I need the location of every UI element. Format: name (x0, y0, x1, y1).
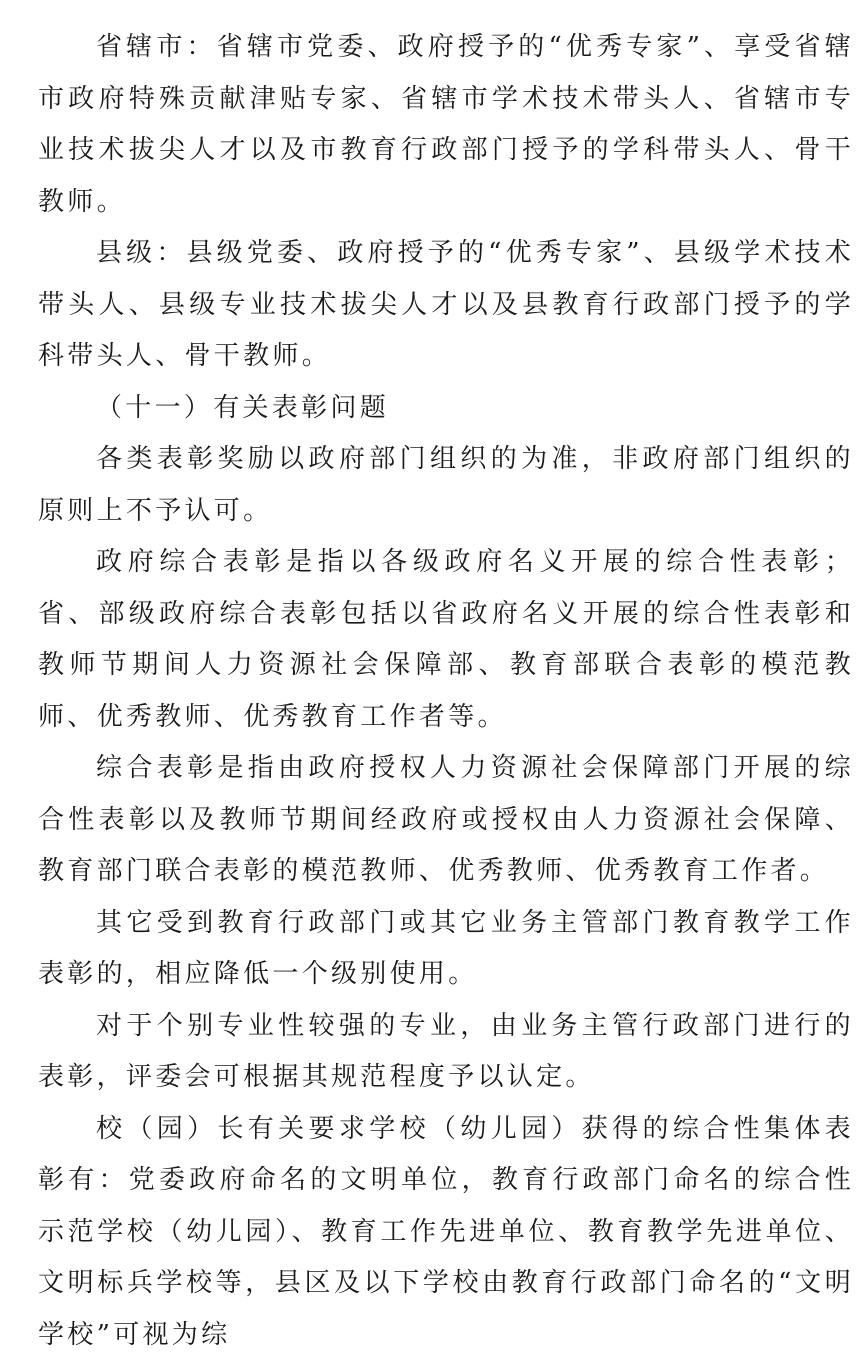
paragraph-government-commendation: 政府综合表彰是指以各级政府名义开展的综合性表彰；省、部级政府综合表彰包括以省政府名义开展的综合性表彰和教师节期间人力资源社会保障部、教育部联合表彰的模范教师、优秀教师、优秀教育工作者等。 (38, 537, 854, 743)
paragraph-city-level: 省辖市：省辖市党委、政府授予的“优秀专家”、享受省辖市政府特殊贡献津贴专家、省辖市学术技术带头人、省辖市专业技术拔尖人才以及市教育行政部门授予的学科带头人、骨干教师。 (38, 22, 854, 228)
document-body (38, 22, 854, 1361)
paragraph-other-commendation: 其它受到教育行政部门或其它业务主管部门教育教学工作表彰的，相应降低一个级别使用。 (38, 898, 854, 1001)
paragraph-comprehensive-commendation: 综合表彰是指由政府授权人力资源社会保障部门开展的综合性表彰以及教师节期间经政府或授权由人力资源社会保障、教育部门联合表彰的模范教师、优秀教师、优秀教育工作者。 (38, 743, 854, 898)
paragraph-specialized-commendation: 对于个别专业性较强的专业，由业务主管行政部门进行的表彰，评委会可根据其规范程度予以认定。 (38, 1001, 854, 1104)
paragraph-principal-requirements: 校（园）长有关要求学校（幼儿园）获得的综合性集体表彰有：党委政府命名的文明单位，教育行政部门命名的综合性示范学校（幼儿园）、教育工作先进单位、教育教学先进单位、文明标兵学校等，县区及以下学校由教育行政部门命名的“文明学校”可视为综 (38, 1104, 854, 1361)
paragraph-county-level: 县级：县级党委、政府授予的“优秀专家”、县级学术技术带头人、县级专业技术拔尖人才以及县教育行政部门授予的学科带头人、骨干教师。 (38, 228, 854, 383)
paragraph-commendation-rule: 各类表彰奖励以政府部门组织的为准，非政府部门组织的原则上不予认可。 (38, 434, 854, 537)
section-heading-commendation: （十一）有关表彰问题 (38, 383, 854, 435)
